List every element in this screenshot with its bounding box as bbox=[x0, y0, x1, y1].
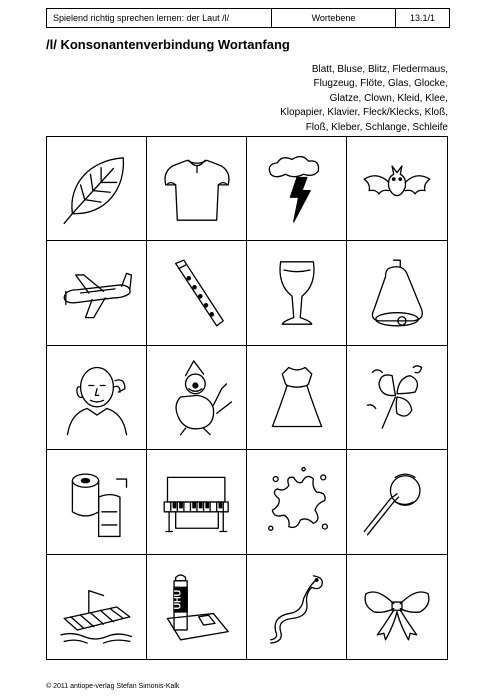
glue-icon bbox=[156, 566, 238, 648]
picture-cell bbox=[347, 555, 447, 659]
lightning-icon bbox=[256, 148, 338, 230]
picture-cell bbox=[47, 555, 147, 659]
picture-cell bbox=[347, 346, 447, 450]
flute-icon bbox=[156, 252, 238, 334]
picture-cell bbox=[47, 137, 147, 241]
picture-cell bbox=[247, 450, 347, 554]
header-topic: Spielend richtig sprechen lernen: der Laut /l/ bbox=[47, 9, 272, 27]
picture-cell bbox=[47, 241, 147, 345]
word-list bbox=[188, 63, 448, 135]
dumpling-fork-icon bbox=[356, 461, 438, 543]
picture-grid bbox=[46, 136, 448, 660]
word-line: Klopapier, Klavier, Fleck/Klecks, Kloß, bbox=[280, 107, 448, 119]
header-page-code: 13.1/1 bbox=[409, 13, 436, 23]
glue-label: UHU bbox=[172, 589, 183, 610]
airplane-icon bbox=[56, 252, 138, 334]
raft-icon bbox=[56, 566, 138, 648]
clown-icon bbox=[156, 356, 238, 438]
splash-icon bbox=[256, 461, 338, 543]
leaf-icon bbox=[56, 148, 138, 230]
bat-icon bbox=[356, 148, 438, 230]
picture-cell bbox=[247, 346, 347, 450]
picture-cell bbox=[147, 137, 247, 241]
header-bar bbox=[46, 8, 450, 28]
dress-icon bbox=[256, 356, 338, 438]
picture-cell bbox=[347, 137, 447, 241]
snake-icon bbox=[256, 566, 338, 648]
picture-cell bbox=[147, 241, 247, 345]
page-title: /l/ Konsonantenverbindung Wortanfang bbox=[46, 37, 290, 52]
toilet-paper-icon bbox=[56, 461, 138, 543]
header-section: Wortebene bbox=[272, 9, 396, 27]
picture-cell bbox=[147, 346, 247, 450]
copyright-footer: © 2011 antiope-verlag Stefan Simonis-Kalk bbox=[46, 683, 180, 690]
picture-cell bbox=[47, 346, 147, 450]
picture-cell bbox=[347, 241, 447, 345]
wine-glass-icon bbox=[256, 252, 338, 334]
picture-cell bbox=[147, 555, 247, 659]
picture-cell bbox=[247, 241, 347, 345]
clover-icon bbox=[356, 356, 438, 438]
picture-cell bbox=[247, 555, 347, 659]
blouse-icon bbox=[156, 148, 238, 230]
bell-icon bbox=[356, 252, 438, 334]
bow-icon bbox=[356, 566, 438, 648]
picture-cell bbox=[47, 450, 147, 554]
piano-icon bbox=[156, 461, 238, 543]
word-line: Floß, Kleber, Schlange, Schleife bbox=[305, 121, 448, 133]
picture-cell bbox=[347, 450, 447, 554]
picture-cell bbox=[247, 137, 347, 241]
word-line: Flugzeug, Flöte, Glas, Glocke, bbox=[313, 78, 448, 90]
picture-cell bbox=[147, 450, 247, 554]
word-line: Blatt, Bluse, Blitz, Fledermaus, bbox=[311, 64, 448, 75]
bald-man-icon bbox=[56, 356, 138, 438]
word-line: Glatze, Clown, Kleid, Klee, bbox=[329, 92, 448, 104]
